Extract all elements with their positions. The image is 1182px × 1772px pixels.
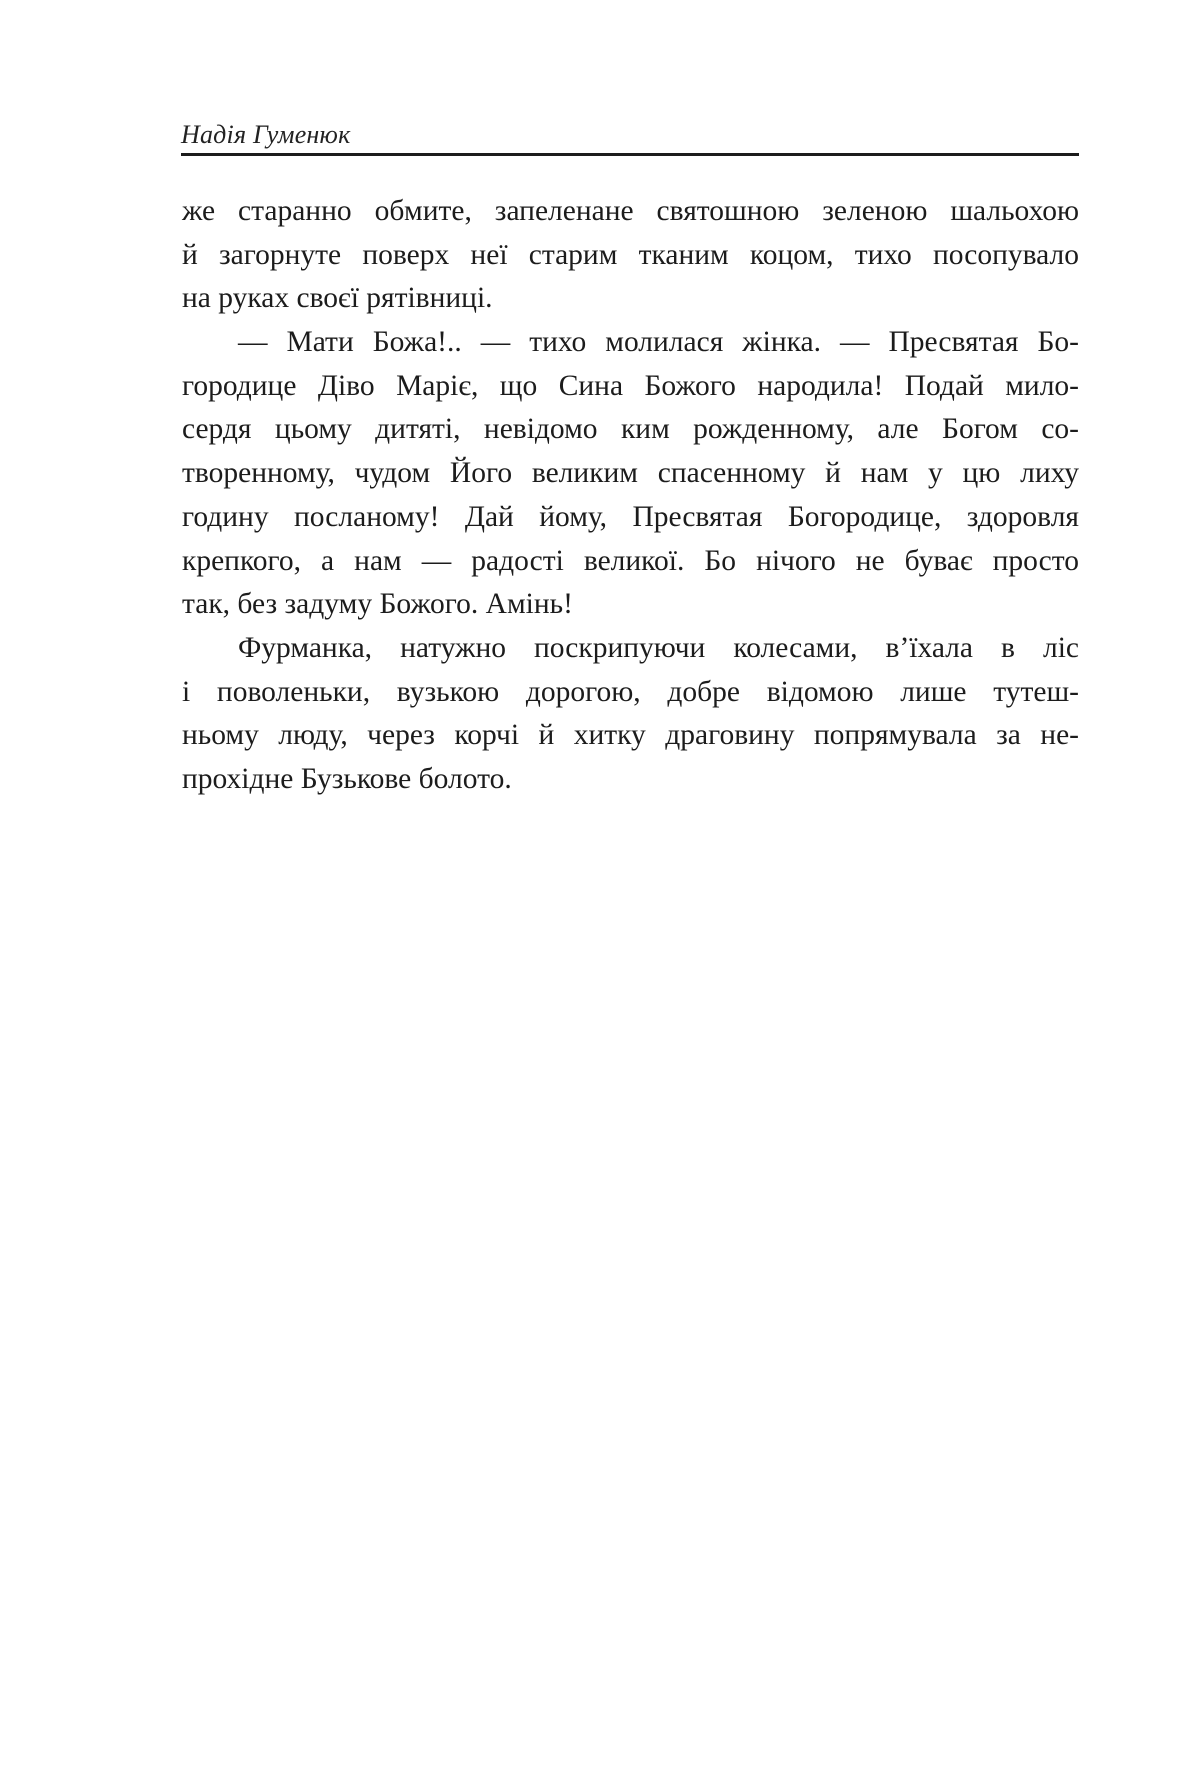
running-head [181,120,1079,150]
text-line: творенному, чудом Його великим спасенному й нам у цю лиху [182,457,1079,490]
running-head-author: Надія Гуменюк [181,120,351,149]
text-line: крепкого, а нам — радості великої. Бо нічого не буває просто [182,544,1079,577]
text-line: і поволеньки, вузькою дорогою, добре відомою лише тутеш- [182,675,1079,708]
text-line: так, без задуму Божого. Амінь! [182,588,573,621]
paragraph-1 [182,190,1079,321]
paragraph-3 [182,627,1079,802]
text-line: на руках своєї рятівниці. [182,282,493,315]
text-line: прохідне Бузькове болото. [182,762,512,795]
text-line: Фурманка, натужно поскрипуючи колесами, в’їхала в ліс [238,631,1079,664]
header-rule [181,153,1079,156]
body-text [182,190,1079,802]
text-line: же старанно обмите, запеленане святошною зеленою шальохою [182,195,1079,227]
text-line: годину посланому! Дай йому, Пресвятая Богородице, здоровля [182,500,1079,533]
text-line: сердя цьому дитяті, невідомо ким рожденному, але Богом со- [182,413,1079,446]
text-line: й загорнуте поверх неї старим тканим коцом, тихо посопувало [182,238,1079,271]
text-line: ньому люду, через корчі й хитку драговину попрямувала за не- [182,719,1079,752]
paragraph-2 [182,321,1079,627]
text-line: — Мати Божа!.. — тихо молилася жінка. — Пресвятая Бо- [238,326,1079,359]
text-line: городице Діво Маріє, що Сина Божого народила! Подай мило- [182,369,1079,402]
